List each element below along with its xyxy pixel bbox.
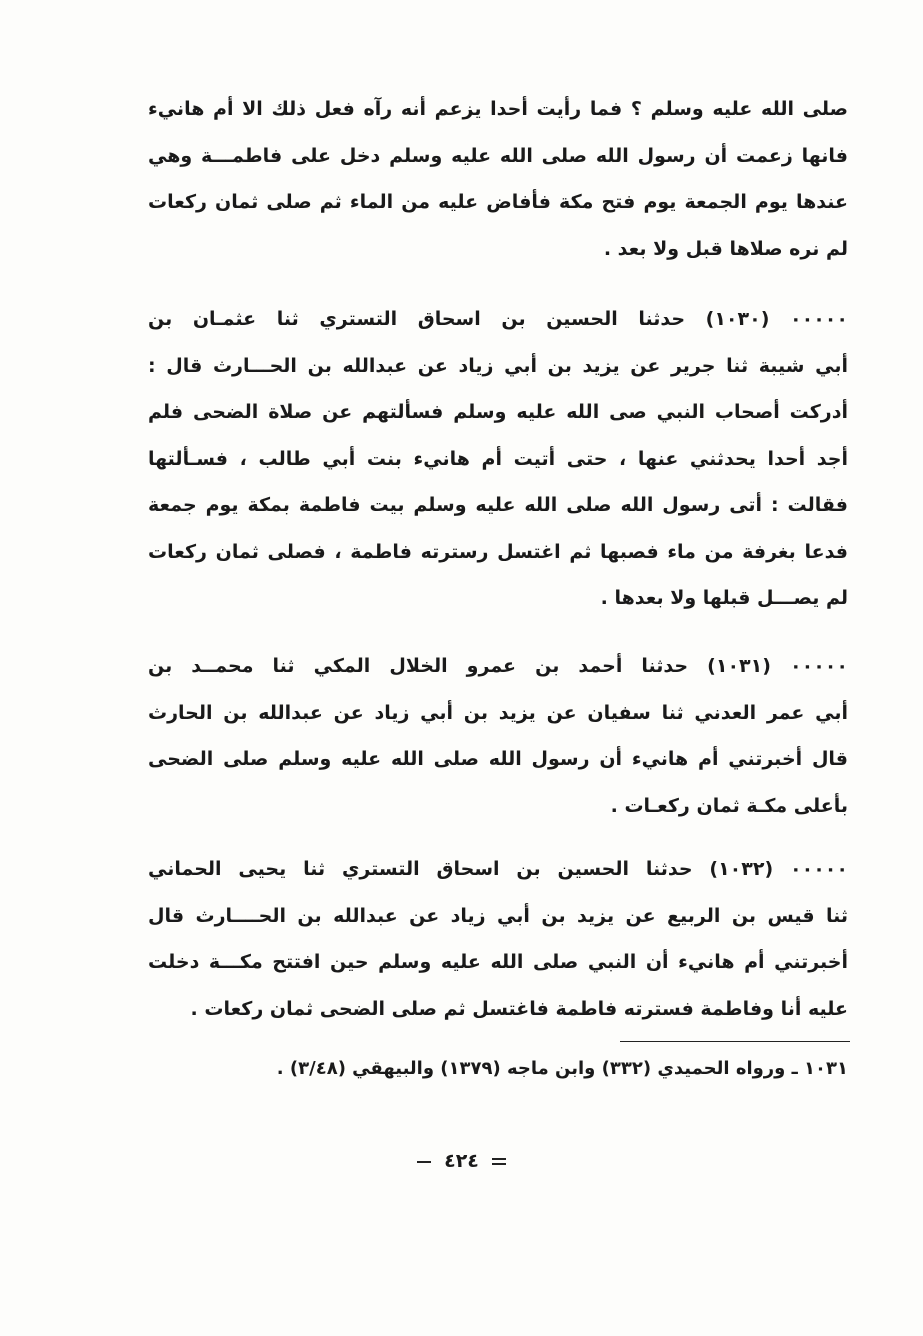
footnote-divider bbox=[620, 1041, 850, 1042]
hadith-1031 bbox=[148, 643, 848, 829]
page-number-area bbox=[0, 1141, 923, 1181]
text-line: لم نره صلاها قبل ولا بعد . bbox=[603, 237, 848, 260]
text-line: عندها يوم الجمعة يوم فتح مكة فأفاض عليه من الماء ثم صلى ثمان ركعات bbox=[148, 191, 848, 213]
text-line: عليه أنا وفاطمة فسترته فاطمة فاغتسل ثم صلى الضحى ثمان ركعات . bbox=[190, 997, 848, 1020]
continued-paragraph bbox=[148, 86, 848, 272]
page-number-dash bbox=[417, 1161, 431, 1163]
page-number: ٤٢٤ bbox=[444, 1150, 479, 1172]
text-line: فدعا بغرفة من ماء فصبها ثم اغتسل رسترته فاطمة ، فصلى ثمان ركعات bbox=[148, 540, 848, 563]
text-line: أخبرتني أم هانيء أن النبي صلى الله عليه وسلم حين افتتح مكـــة دخلت bbox=[148, 951, 848, 973]
text-line: لم يصـــل قبلها ولا بعدها . bbox=[600, 587, 848, 609]
text-line: أبي عمر العدني ثنا سفيان عن يزيد بن أبي زياد عن عبدالله بن الحارث bbox=[148, 701, 848, 724]
text-line: أدركت أصحاب النبي صى الله عليه وسلم فسألتهم عن صلاة الضحى فلم bbox=[148, 401, 848, 423]
hadith-1032 bbox=[148, 846, 848, 1032]
hadith-1030 bbox=[148, 296, 848, 622]
text-line: ثنا قيس بن الربيع عن يزيد بن أبي زياد عن عبدالله بن الحــــارث قال bbox=[148, 904, 848, 927]
footnote: ١٠٣١ ـ ورواه الحميدي (٣٣٢) وابن ماجه (١٣٧٩) والبيهقي (٣/٤٨) . bbox=[276, 1058, 848, 1079]
text-line: فقالت : أتى رسول الله صلى الله عليه وسلم بيت فاطمة بمكة يوم جمعة bbox=[148, 494, 848, 516]
text-line: فانها زعمت أن رسول الله صلى الله عليه وسلم دخل على فاطمـــة وهي bbox=[148, 144, 848, 167]
text-line: ٠٠٠٠٠ (١٠٣٢) حدثنا الحسين بن اسحاق التستري ثنا يحيى الحماني bbox=[148, 858, 848, 880]
text-line: قال أخبرتني أم هانيء أن رسول الله صلى الله عليه وسلم صلى الضحى bbox=[148, 748, 848, 770]
text-line: ٠٠٠٠٠ (١٠٣١) حدثنا أحمد بن عمرو الخلال المكي ثنا محمــد بن bbox=[148, 655, 848, 677]
text-line: بأعلى مكـة ثمان ركعـات . bbox=[610, 794, 848, 817]
text-line: أجد أحدا يحدثني عنها ، حتى أتيت أم هانيء بنت أبي طالب ، فسـألتها bbox=[148, 447, 848, 470]
text-line: أبي شيبة ثنا جرير عن يزيد بن أبي زياد عن عبدالله بن الحـــارث قال : bbox=[148, 354, 848, 377]
page-number-dash bbox=[492, 1158, 506, 1165]
text-line: ٠٠٠٠٠ (١٠٣٠) حدثنا الحسين بن اسحاق التستري ثنا عثمـان بن bbox=[148, 308, 848, 330]
text-line: صلى الله عليه وسلم ؟ فما رأيت أحدا يزعم أنه رآه فعل ذلك الا أم هانيء bbox=[148, 98, 848, 120]
